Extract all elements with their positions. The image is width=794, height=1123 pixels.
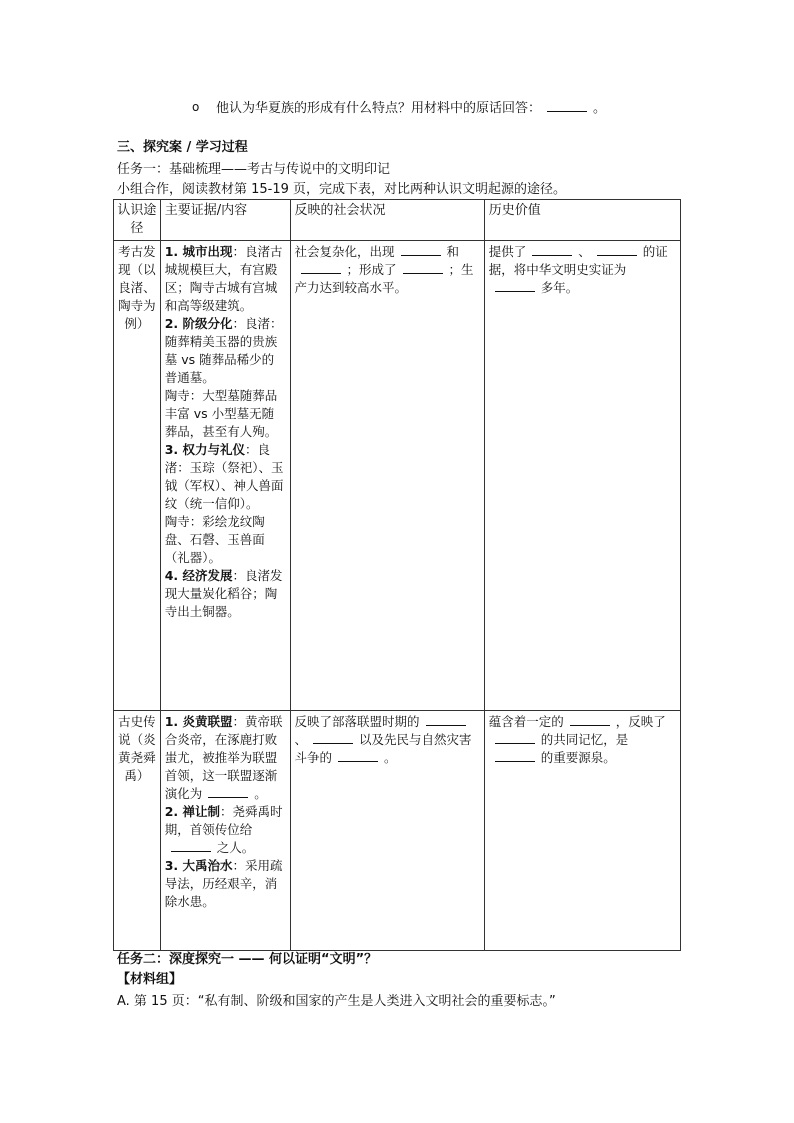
evidence-item: 4. 经济发展：良渚发现大量炭化稻谷；陶寺出土铜器。 [164, 568, 283, 619]
evidence-item: 2. 阶级分化：良渚：随葬精美玉器的贵族墓 vs 随葬品稀少的普通墓。 [164, 316, 283, 385]
task2-title: 任务二：深度探究一 —— 何以证明“文明”？ [117, 952, 378, 967]
path-archaeology: 考古发现（以良渚、陶寺为例） [114, 241, 161, 711]
evidence-item: 3. 大禹治水：采用疏导法，历经艰辛，消除水患。 [164, 858, 283, 909]
table-row [114, 241, 681, 711]
blank-field[interactable] [338, 749, 378, 762]
social-legend: 反映了部落联盟时期的、 以及先民与自然灾害斗争的 。 [290, 711, 484, 951]
material-group-label: 【材料组】 [117, 972, 183, 987]
blank-field[interactable] [426, 713, 466, 726]
value-legend: 蕴含着一定的 ，反映了的共同记忆，是的重要源泉。 [484, 711, 680, 951]
question-line [216, 99, 606, 118]
evidence-item: 3. 权力与礼仪：良渚：玉琮（祭祀）、玉钺（军权）、神人兽面纹（统一信仰）。 [164, 442, 284, 511]
blank-field[interactable] [597, 243, 637, 256]
blank-field[interactable] [495, 749, 535, 762]
evidence-legend [160, 711, 290, 951]
question-end: 。 [593, 101, 607, 116]
table-header-row [114, 200, 681, 241]
answer-blank[interactable] [547, 99, 587, 112]
header-evidence: 主要证据/内容 [160, 200, 290, 241]
evidence-item: 陶寺：彩绘龙纹陶盘、石磬、玉兽面（礼器）。 [164, 514, 265, 565]
evidence-item: 陶寺：大型墓随葬品丰富 vs 小型墓无随葬品，甚至有人殉。 [164, 388, 278, 439]
table-row [114, 711, 681, 951]
blank-field[interactable] [208, 785, 248, 798]
question-text: 他认为华夏族的形成有什么特点？用材料中的原话回答： [216, 101, 542, 116]
comparison-table [113, 199, 681, 951]
task1-title: 任务一：基础梳理——考古与传说中的文明印记 [117, 162, 391, 177]
blank-field[interactable] [403, 261, 443, 274]
blank-field[interactable] [570, 713, 610, 726]
header-social: 反映的社会状况 [290, 200, 484, 241]
section-title: 三、探究案 / 学习过程 [117, 140, 248, 155]
blank-field[interactable] [532, 243, 572, 256]
task1-instruction: 小组合作，阅读教材第 15-19 页，完成下表，对比两种认识文明起源的途径。 [117, 182, 567, 197]
material-a: A. 第 15 页：“私有制、阶级和国家的产生是人类进入文明社会的重要标志。” [117, 994, 556, 1009]
value-archaeology: 提供了 、 的证据，将中华文明史实证为多年。 [484, 241, 680, 711]
evidence-archaeology [160, 241, 290, 711]
blank-field[interactable] [171, 839, 211, 852]
blank-field[interactable] [495, 731, 535, 744]
blank-field[interactable] [401, 243, 441, 256]
blank-field[interactable] [495, 279, 535, 292]
header-value: 历史价值 [484, 200, 680, 241]
path-legend: 古史传说（炎黄尧舜禹） [114, 711, 161, 951]
evidence-item: 1. 炎黄联盟：黄帝联合炎帝，在涿鹿打败蚩尤，被推举为联盟首领，这一联盟逐渐演化为 。 [164, 714, 283, 801]
header-path: 认识途径 [114, 200, 161, 241]
blank-field[interactable] [313, 731, 353, 744]
bullet-marker: o [192, 100, 200, 114]
evidence-item: 2. 禅让制：尧舜禹时期，首领传位给之人。 [164, 804, 283, 855]
blank-field[interactable] [301, 261, 341, 274]
social-archaeology: 社会复杂化，出现 和；形成了 ；生产力达到较高水平。 [290, 241, 484, 711]
evidence-item: 1. 城市出现：良渚古城规模巨大，有宫殿区；陶寺古城有宫城和高等级建筑。 [164, 244, 283, 313]
